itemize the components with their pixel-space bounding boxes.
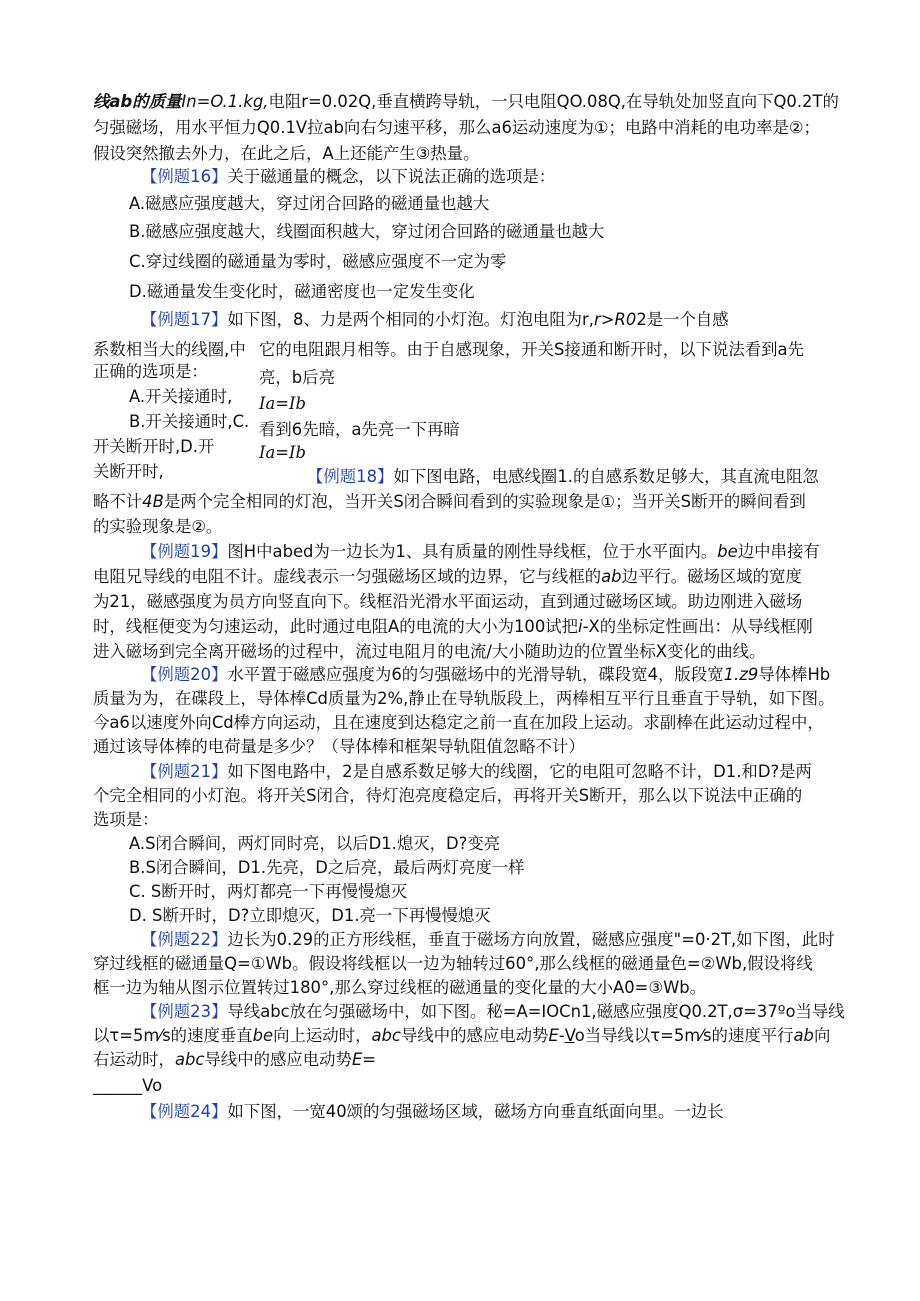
- column-left-line: A.开关接通时,: [129, 387, 233, 406]
- option-d: D.磁通量发生变化时，磁通密度也一定发生变化: [129, 282, 475, 301]
- text-span: i-: [578, 617, 589, 636]
- option-c: C.穿过线圈的磁通量为零时，磁感应强度不一定为零: [129, 252, 507, 271]
- question-text: 边中串接有: [737, 542, 820, 561]
- text-line: [93, 1025, 830, 1047]
- text-span: 线ab的质量: [93, 92, 182, 111]
- option-d: D. S断开时，D?立即熄灭，D1.亮一下再慢慢熄灭: [129, 906, 491, 925]
- text-line: 通过该导体棒的电荷量是多少？（导体棒和框架导轨阻值忽略不计）: [93, 737, 585, 756]
- question-label: 【例题18】: [307, 467, 394, 486]
- text-span: abc: [371, 1026, 401, 1045]
- text-span: 导线中的感应电动势: [204, 1050, 352, 1069]
- question-label: 【例题16】: [141, 167, 228, 186]
- option-a: A.磁感应强度越大，穿过闭合回路的磁通量也越大: [129, 194, 490, 213]
- text-line: 的实验现象是②。: [93, 517, 223, 536]
- text-span: be: [252, 1026, 274, 1045]
- column-left-line: 关断开时,: [93, 462, 164, 481]
- text-line: 假设突然撤去外力，在此之后，A上还能产生③热量。: [93, 144, 480, 163]
- question-16: [141, 166, 555, 188]
- question-label: 【例题24】: [141, 1102, 228, 1121]
- text-line: [93, 491, 806, 513]
- question-24: [141, 1101, 724, 1123]
- text-line: 质量为为，在碟段上，导体棒Cd质量为2%,静止在导轨版段上，两棒相互平行且垂直于导轨，如下图。: [93, 689, 835, 708]
- question-17: [141, 309, 729, 331]
- option-b: B.磁感应强度越大，线圈面积越大，穿过闭合回路的磁通量也越大: [129, 222, 605, 241]
- question-text: 水平置于磁感应强度为6的匀强磁场中的光滑导轨，碟段宽4，版段宽: [227, 665, 724, 684]
- question-20: [141, 664, 830, 686]
- question-text: 关于磁通量的概念，以下说法正确的选项是：: [227, 167, 556, 186]
- text-span: ab: [793, 1026, 814, 1045]
- text-span: abc: [174, 1050, 205, 1069]
- text-span: 是两个完全相同的灯泡，当开关S闭合瞬间看到的实验现象是①；当开关S断开的瞬间看到: [163, 492, 806, 511]
- text-span: In=O.1.kg,: [181, 92, 269, 111]
- column-left-line: 系数相当大的线圈,中: [93, 340, 246, 359]
- text-line: 穿过线框的磁通量Q=①Wb。假设将线框以一边为轴转过60°,那么线框的磁通量色=②Wb,假设将线: [93, 954, 813, 973]
- text-line: 为21，磁感强度为员方向竖直向下。线框沿光滑水平面运动，直到通过磁场区域。助边刚进入磁场: [93, 592, 803, 611]
- column-right-line: 看到6先暗，a先亮一下再暗: [259, 420, 460, 439]
- text-span: 边平行。磁场区域的宽度: [621, 567, 802, 586]
- text-line: [93, 1049, 376, 1071]
- text-line: 个完全相同的小灯泡。将开关S闭合，待灯泡亮度稳定后，再将开关S断开，那么以下说法中正确的: [93, 786, 803, 805]
- text-span: 时，线框便变为匀速运动，此时通过电阻A的电流的大小为100试把: [93, 617, 579, 636]
- question-label: 【例题22】: [141, 930, 228, 949]
- text-span: X的坐标定性画出：从导线框刚: [588, 617, 813, 636]
- question-19: [141, 541, 820, 563]
- question-text: be: [717, 542, 738, 561]
- text-line: 选项是：: [93, 810, 159, 829]
- question-text: 1.z9: [723, 665, 759, 684]
- text-line: 框一边为轴从图示位置转过180°,那么穿过线框的磁通量的变化量的大小A0=③Wb。: [93, 978, 707, 997]
- text-span: V: [564, 1026, 575, 1045]
- text-line: [93, 616, 813, 638]
- question-22: [141, 929, 835, 951]
- option-b: B.S闭合瞬间，D1.先亮，D之后亮，最后两灯亮度一样: [129, 858, 525, 877]
- option-a: A.S闭合瞬间，两灯同时亮，以后D1.熄灭，D?变亮: [129, 834, 501, 853]
- column-left-line: 正确的选项是：: [93, 362, 208, 381]
- text-line: 进入磁场到完全离开磁场的过程中，流过电阻月的电流/大小随助边的位置坐标X变化的曲线。: [93, 642, 766, 661]
- column-left-line: 开关断开时,D.开: [93, 437, 215, 456]
- column-right-line: 亮，b后亮: [259, 368, 335, 387]
- question-text: 图H中abed为一边长为1、具有质量的刚性导线框，位于水平面内。: [227, 542, 718, 561]
- question-label: 【例题17】: [141, 310, 228, 329]
- question-text: 2是一个自感: [636, 310, 729, 329]
- text-line: 匀强磁场，用水平恒力Q0.1V拉ab向右匀速平移，那么a6运动速度为①；电路中消耗的电功率是②；: [93, 118, 820, 137]
- text-span: 导线中的感应电动势: [400, 1026, 549, 1045]
- question-text: 导体棒Hb: [758, 665, 831, 684]
- question-text: 如下图电路，电感线圈1.的自感系数足够大，其直流电阻忽: [393, 467, 819, 486]
- question-text: 如下图，8、力是两个相同的小灯泡。灯泡电阻为r,: [227, 310, 595, 329]
- text-span: o当导线以τ=5m⁄s的速度平行: [574, 1026, 794, 1045]
- text-span: 向上运动时，: [273, 1026, 372, 1045]
- text-span: 电阻兄导线的电阻不计。虚线表示一匀强磁场区域的边界，它与线框的: [93, 567, 602, 586]
- text-span: 略不计: [93, 492, 143, 511]
- text-line: [93, 566, 802, 588]
- question-text: 边长为0.29的正方形线框，垂直于磁场方向放置，磁感应强度"=0·2T,如下图，此时: [227, 930, 835, 949]
- option-c: C. S断开时，两灯都亮一下再慢慢熄灭: [129, 882, 408, 901]
- text-span: 4B: [142, 492, 164, 511]
- text-span: ab: [601, 567, 622, 586]
- question-label: 【例题20】: [141, 665, 228, 684]
- column-left-line: B.开关接通时,C.: [129, 412, 250, 431]
- question-21: [141, 761, 812, 783]
- text-span: 右运动时，: [93, 1050, 175, 1069]
- question-text: 导线abc放在匀强磁场中，如下图。秘=A=IOCn1,磁感应强度Q0.2T,σ=37ºo当导线: [227, 1002, 845, 1021]
- text-span: 以τ=5m⁄s的速度垂直: [93, 1026, 253, 1045]
- question-label: 【例题23】: [141, 1002, 228, 1021]
- question-23: [141, 1001, 845, 1023]
- question-text: 如下图，一宽40颂的匀强磁场区域，磁场方向垂直纸面向里。一边长: [227, 1102, 724, 1121]
- formula: Ia=Ib: [259, 394, 306, 413]
- text-span: 向: [813, 1026, 831, 1045]
- text-span: E=: [351, 1050, 377, 1069]
- question-label: 【例题19】: [141, 542, 228, 561]
- text-line: 今a6以速度外向Cd棒方向运动，且在速度到达稳定之前一直在加段上运动。求副棒在此运动过程中，: [93, 713, 824, 732]
- question-text: r>R0: [594, 310, 637, 329]
- text-line: ______Vo: [93, 1076, 163, 1095]
- question-18: [307, 466, 819, 488]
- text-line: [93, 91, 839, 113]
- question-label: 【例题21】: [141, 762, 228, 781]
- text-span: E-: [548, 1026, 565, 1045]
- formula: Ia=Ib: [259, 443, 306, 462]
- text-span: 电阻r=0.02Q,垂直横跨导轨，一只电阻QO.08Q,在导轨处加竖直向下Q0.2T的: [268, 92, 839, 111]
- column-right-line: 它的电阻跟月相等。由于自感现象，开关S接通和断开时，以下说法看到a先: [259, 340, 804, 359]
- question-text: 如下图电路中，2是自感系数足够大的线圈，它的电阻可忽略不计，D1.和D?是两: [227, 762, 812, 781]
